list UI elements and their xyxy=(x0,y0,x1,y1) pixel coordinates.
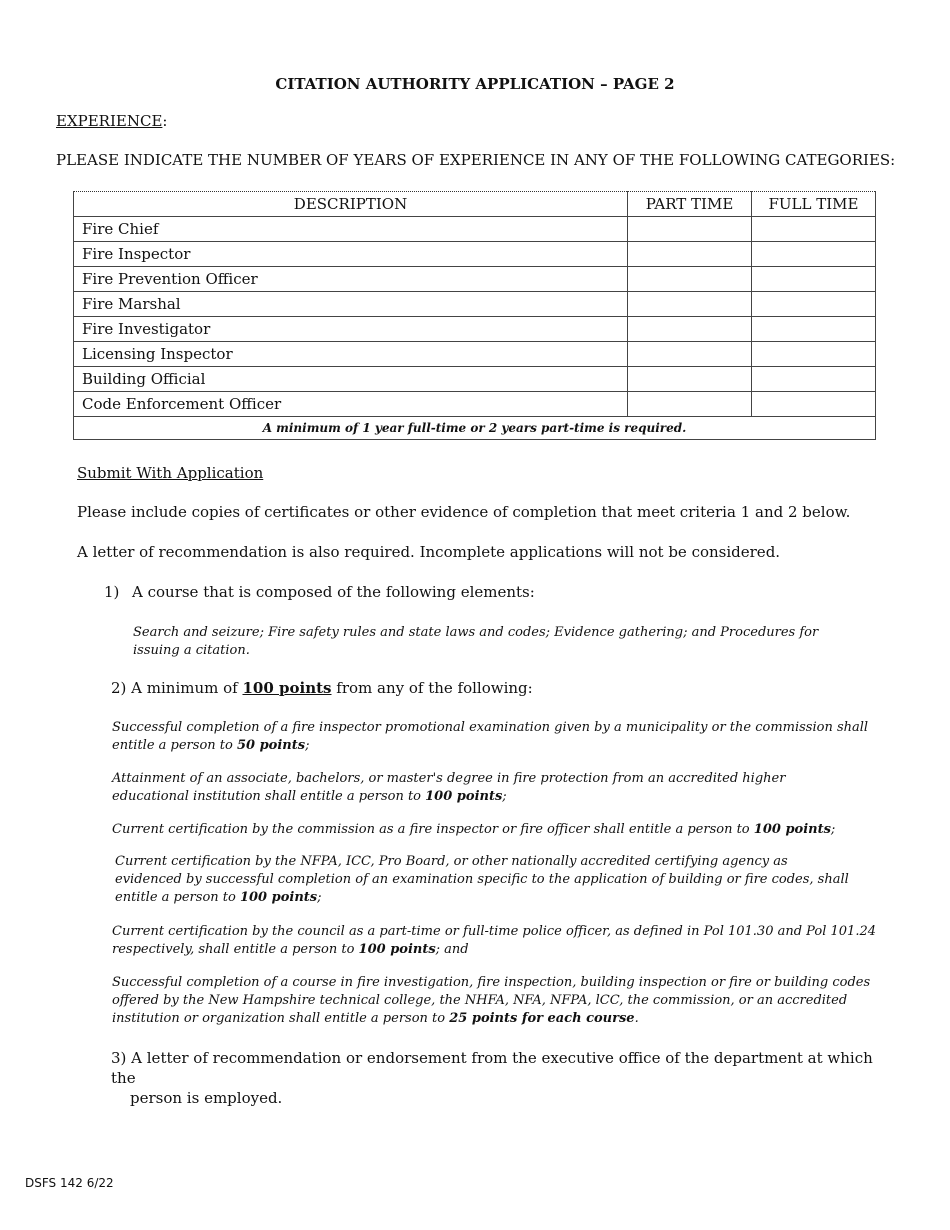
option-points: 25 points for each course xyxy=(449,1011,635,1026)
option-end: ; xyxy=(317,890,322,905)
option-end: ; xyxy=(502,789,507,804)
experience-heading-colon: : xyxy=(162,112,168,130)
option-end: . xyxy=(634,1011,639,1026)
points-option-national-cert xyxy=(115,853,855,907)
option-text: Current certification by the commission as a fire inspector or fire officer shall entitle a person to xyxy=(112,822,754,837)
option-points: 100 points xyxy=(753,822,831,837)
points-option-police-cert xyxy=(112,923,892,959)
part-time-field[interactable] xyxy=(628,267,752,292)
full-time-field[interactable] xyxy=(752,217,876,242)
full-time-field[interactable] xyxy=(752,242,876,267)
submit-paragraph-1: Please include copies of certificates or other evidence of completion that meet criteria 1 and 2 below. xyxy=(77,503,851,521)
option-text: Current certification by the council as a part-time or full-time police officer, as defined in Pol 101.30 and Pol 101.24 respectively, shall entitle a person to xyxy=(112,924,877,957)
row-description: Fire Marshal xyxy=(74,292,628,317)
part-time-field[interactable] xyxy=(628,242,752,267)
submit-paragraph-2: A letter of recommendation is also required. Incomplete applications will not be considered. xyxy=(77,543,781,561)
points-option-degree xyxy=(112,770,812,806)
points-option-promotional-exam xyxy=(112,719,872,755)
row-description: Building Official xyxy=(74,367,628,392)
table-row xyxy=(74,392,876,417)
column-header-part-time: PART TIME xyxy=(628,192,752,217)
table-note-row xyxy=(74,417,876,440)
option-end: ; and xyxy=(435,942,469,957)
option-end: ; xyxy=(830,822,836,837)
submit-heading: Submit With Application xyxy=(77,464,264,482)
full-time-field[interactable] xyxy=(752,292,876,317)
part-time-field[interactable] xyxy=(628,367,752,392)
option-end: ; xyxy=(305,738,310,753)
part-time-field[interactable] xyxy=(628,292,752,317)
full-time-field[interactable] xyxy=(752,342,876,367)
option-points: 100 points xyxy=(358,942,436,957)
experience-table xyxy=(73,191,876,440)
part-time-field[interactable] xyxy=(628,317,752,342)
row-description: Fire Investigator xyxy=(74,317,628,342)
table-row xyxy=(74,292,876,317)
criterion-1 xyxy=(104,583,535,601)
criterion-2-suffix: from any of the following: xyxy=(331,679,533,697)
page-title: CITATION AUTHORITY APPLICATION – PAGE 2 xyxy=(275,75,675,93)
row-description: Code Enforcement Officer xyxy=(74,392,628,417)
full-time-field[interactable] xyxy=(752,367,876,392)
row-description: Fire Prevention Officer xyxy=(74,267,628,292)
criterion-3-line-1: 3) A letter of recommendation or endorsement from the executive office of the department at which the xyxy=(111,1049,873,1087)
table-row xyxy=(74,217,876,242)
form-number-footer: DSFS 142 6/22 xyxy=(25,1176,114,1190)
points-option-commission-cert xyxy=(112,821,912,839)
table-header-row xyxy=(74,192,876,217)
option-text: Attainment of an associate, bachelors, or master's degree in fire protection from an accredited higher educational institution shall entitle a person to xyxy=(112,771,786,804)
option-text: Successful completion of a fire inspector promotional examination given by a municipality or the commission shall entitle a person to xyxy=(112,720,869,753)
option-text: Successful completion of a course in fire investigation, fire inspection, building inspection or fire or building codes offered by the New Hampshire technical college, the NHFA, NFA, NFPA, lCC, the commission, or an accredited institution or organization shall entitle a person to xyxy=(112,975,871,1026)
table-row xyxy=(74,267,876,292)
part-time-field[interactable] xyxy=(628,217,752,242)
criterion-2 xyxy=(111,679,533,697)
experience-heading xyxy=(56,112,167,130)
full-time-field[interactable] xyxy=(752,392,876,417)
full-time-field[interactable] xyxy=(752,267,876,292)
table-row xyxy=(74,342,876,367)
table-row xyxy=(74,367,876,392)
option-points: 100 points xyxy=(239,890,318,905)
points-option-course xyxy=(112,974,912,1028)
row-description: Licensing Inspector xyxy=(74,342,628,367)
experience-heading-label: EXPERIENCE xyxy=(56,112,163,130)
criterion-1-number: 1) xyxy=(104,583,120,601)
row-description: Fire Inspector xyxy=(74,242,628,267)
experience-instruction: PLEASE INDICATE THE NUMBER OF YEARS OF EXPERIENCE IN ANY OF THE FOLLOWING CATEGORIES: xyxy=(56,151,896,169)
part-time-field[interactable] xyxy=(628,392,752,417)
criterion-1-label: A course that is composed of the following elements: xyxy=(132,583,535,601)
table-row xyxy=(74,317,876,342)
part-time-field[interactable] xyxy=(628,342,752,367)
table-row xyxy=(74,242,876,267)
full-time-field[interactable] xyxy=(752,317,876,342)
column-header-full-time: FULL TIME xyxy=(752,192,876,217)
criterion-3 xyxy=(111,1048,891,1108)
option-text: Current certification by the NFPA, ICC, Pro Board, or other nationally accredited certifying agency as evidenced by successful completion of an examination specific to the application of building or fire codes, shall entitle a person to xyxy=(115,854,849,905)
criterion-2-points: 100 points xyxy=(242,679,332,697)
option-points: 50 points xyxy=(236,738,306,753)
criterion-1-elements: Search and seizure; Fire safety rules and state laws and codes; Evidence gathering; and Procedures for issuing a citation. xyxy=(133,625,819,658)
column-header-description: DESCRIPTION xyxy=(74,192,628,217)
table-note: A minimum of 1 year full-time or 2 years part-time is required. xyxy=(74,417,876,440)
option-points: 100 points xyxy=(425,789,503,804)
row-description: Fire Chief xyxy=(74,217,628,242)
criterion-2-prefix: 2) A minimum of xyxy=(111,679,243,697)
criterion-3-line-2: person is employed. xyxy=(130,1089,283,1107)
